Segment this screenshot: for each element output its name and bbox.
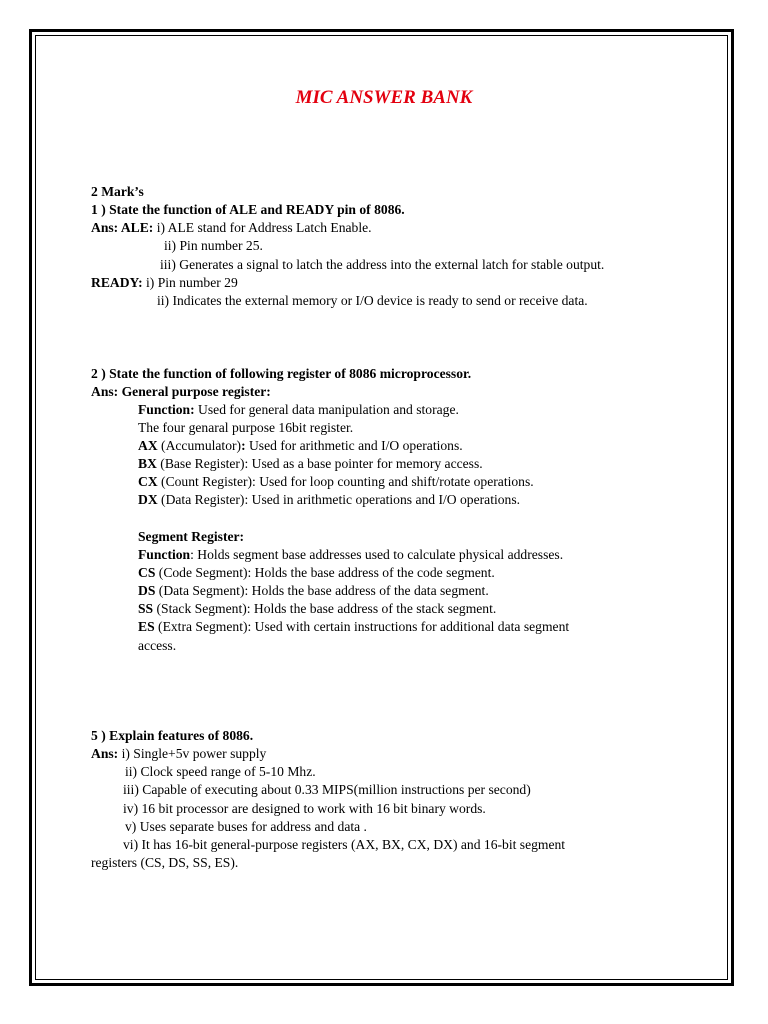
q2-dx-line: [138, 491, 520, 509]
q1-ready-label: READY:: [91, 275, 143, 290]
q1-ready-text-1: i) Pin number 29: [142, 275, 238, 290]
q2-ans-heading: Ans: General purpose register:: [91, 384, 271, 399]
q2-cx-text: (Count Register): Used for loop counting and shift/rotate operations.: [157, 474, 534, 489]
q1-ans-label: Ans: ALE:: [91, 220, 154, 235]
q5-feature-6-continuation: registers (CS, DS, SS, ES).: [91, 855, 239, 870]
q2-seg-function-text: : Holds segment base addresses used to calculate physical addresses.: [190, 547, 564, 562]
q1-ready-line-1: [91, 274, 238, 292]
q5-feature-5: v) Uses separate buses for address and data .: [125, 819, 367, 834]
q1-ale-text-1: i) ALE stand for Address Latch Enable.: [153, 220, 372, 235]
q1-ale-line-3: iii) Generates a signal to latch the address into the external latch for stable output.: [160, 257, 605, 272]
document-title: MIC ANSWER BANK: [295, 87, 473, 108]
q2-dx-label: DX: [138, 492, 158, 507]
q2-cs-label: CS: [138, 565, 156, 580]
q2-ds-label: DS: [138, 583, 156, 598]
q5-feature-4: iv) 16 bit processor are designed to work with 16 bit binary words.: [123, 801, 486, 816]
q2-bx-line: [138, 455, 483, 473]
q2-dx-text: (Data Register): Used in arithmetic operations and I/O operations.: [157, 492, 521, 507]
q1-ready-line-2: ii) Indicates the external memory or I/O device is ready to send or receive data.: [157, 293, 588, 308]
q2-ds-line: [138, 582, 489, 600]
q2-es-label: ES: [138, 619, 155, 634]
q2-gp-four: The four genaral purpose 16bit register.: [138, 420, 354, 435]
section-label: 2 Mark’s: [91, 184, 144, 199]
q1-ale-line-2: ii) Pin number 25.: [164, 238, 263, 253]
q2-ax-line: [138, 437, 463, 455]
q2-ax-colon: :: [241, 438, 246, 453]
q2-ds-text: (Data Segment): Holds the base address of the data segment.: [155, 583, 489, 598]
q5-feature-6: vi) It has 16-bit general-purpose registers (AX, BX, CX, DX) and 16-bit segment: [123, 837, 566, 852]
q5-feature-1-text: i) Single+5v power supply: [118, 746, 267, 761]
q2-gp-function-label: Function:: [138, 402, 195, 417]
q5-question: 5 ) Explain features of 8086.: [91, 728, 254, 743]
q2-ss-label: SS: [138, 601, 154, 616]
q2-bx-text: (Base Register): Used as a base pointer for memory access.: [156, 456, 483, 471]
q2-cx-line: [138, 473, 534, 491]
q2-segment-heading: Segment Register:: [138, 529, 245, 544]
q2-bx-label: BX: [138, 456, 157, 471]
q5-feature-3: iii) Capable of executing about 0.33 MIPS(million instructions per second): [123, 782, 531, 797]
q2-cx-label: CX: [138, 474, 158, 489]
q2-cs-text: (Code Segment): Holds the base address of the code segment.: [155, 565, 495, 580]
q2-es-continuation: access.: [138, 638, 177, 653]
q2-es-text: (Extra Segment): Used with certain instructions for additional data segment: [154, 619, 570, 634]
q2-cs-line: [138, 564, 495, 582]
q2-ax-text: (Accumulator): [157, 438, 242, 453]
q2-seg-function: [138, 546, 563, 564]
q2-ax-rest: Used for arithmetic and I/O operations.: [245, 438, 463, 453]
q2-question: 2 ) State the function of following register of 8086 microprocessor.: [91, 366, 472, 381]
q2-ss-text: (Stack Segment): Holds the base address of the stack segment.: [153, 601, 497, 616]
q1-question: 1 ) State the function of ALE and READY pin of 8086.: [91, 202, 405, 217]
q2-gp-function: [138, 401, 459, 419]
q2-gp-function-text: Used for general data manipulation and storage.: [194, 402, 459, 417]
q5-ans-label: Ans:: [91, 746, 119, 761]
q2-ss-line: [138, 600, 496, 618]
q2-seg-function-label: Function: [138, 547, 191, 562]
q5-feature-2: ii) Clock speed range of 5-10 Mhz.: [125, 764, 316, 779]
q2-es-line: [138, 618, 569, 636]
q5-feature-1: [91, 745, 266, 763]
q2-ax-label: AX: [138, 438, 158, 453]
q1-ale-line-1: [91, 219, 372, 237]
